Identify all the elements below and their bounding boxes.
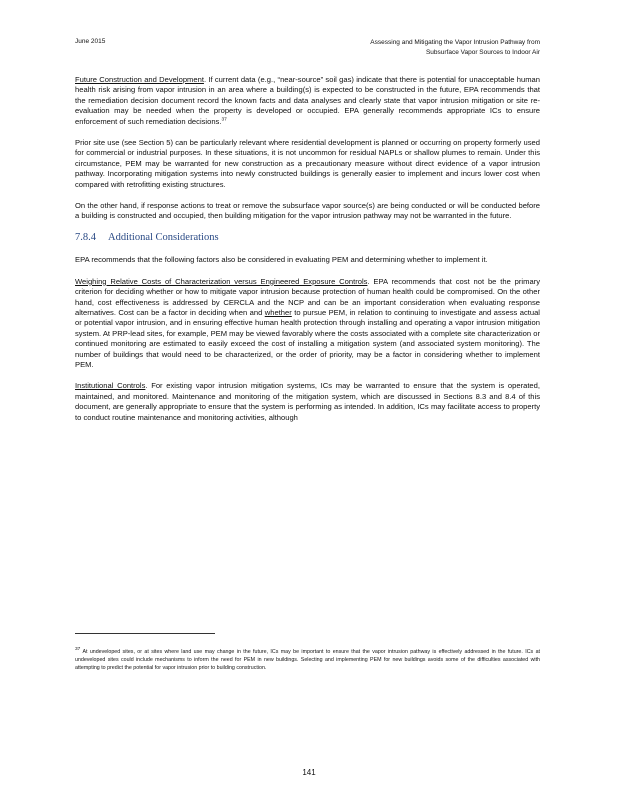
paragraph-text: . EPA recommends that cost not be the primary criterion for deciding whether or how to mitigate vapor intrusion because protection of human health could be compromised. On the other hand, cost effectiveness is addressed by CERCLA and the NCP and can be an important consideration when evaluating response alternatives. Cost can be a factor in deciding when and — [75, 276, 540, 317]
header-title — [280, 38, 540, 58]
paragraph-text: . For existing vapor intrusion mitigation systems, ICs may be warranted to ensure that the system is operated, maintained, and monitored. Maintenance and monitoring of the mitigation system, which are discussed in Sections 8.3 and 8.4 of this document, are generally appropriate to ensure that the system is performing as intended. In addition, ICs may facilitate access to property to conduct routine maintenance and monitoring activities, although — [75, 381, 540, 422]
paragraph-other-hand: On the other hand, if response actions to treat or remove the subsurface vapor source(s) are being conducted or will be conducted before a building is constructed and occupied, then building mitigation for the vapor intrusion pathway may not be warranted in the future. — [75, 201, 540, 221]
paragraph-lead: Future Construction and Development — [75, 75, 204, 84]
footnote-reference: 37 — [221, 117, 227, 123]
page-number: 141 — [302, 768, 316, 777]
section-number: 7.8.4 — [75, 231, 96, 243]
paragraph-recommends: EPA recommends that the following factors also be considered in evaluating PEM and determining whether to implement it. — [75, 255, 488, 265]
header-title-line1: Assessing and Mitigating the Vapor Intrusion Pathway from — [370, 39, 540, 46]
underlined-word: whether — [264, 307, 292, 317]
paragraph-lead: Weighing Relative Costs of Characterization versus Engineered Exposure Controls — [75, 276, 368, 286]
paragraph-future-construction — [75, 75, 540, 127]
footnote-divider — [75, 633, 215, 634]
body-text — [75, 75, 540, 434]
footnote-text: At undeveloped sites, or at sites where land use may change in the future, ICs may be important to ensure that the vapor intrusion pathway is effectively addressed in the future. ICs at undeveloped sites could include mechanisms to inform the need for PEM in new buildings. Selecting and implementing PEM for new buildings avoids some of the difficulties associated with attempting to predict the potential for vapor intrusion prior to building construction. — [75, 649, 540, 672]
header-date: June 2015 — [75, 38, 106, 45]
header-title-line2: Subsurface Vapor Sources to Indoor Air — [425, 49, 540, 56]
paragraph-institutional-controls — [75, 381, 540, 423]
section-heading — [75, 233, 540, 243]
section-title: Additional Considerations — [108, 231, 219, 243]
footnote-number: 37 — [75, 647, 81, 653]
paragraph-text: to pursue PEM, in relation to continuing to investigate and assess actual or potential vapor intrusion, and in ensuring effective human health protection through installing and operating a vapor intrusion mitigation system. At PRP-lead sites, for example, PEM may be viewed favorably where the costs associated with a complete site characterization or continued monitoring are estimated to easily exceed the cost of installing a mitigation system (and associated system monitoring). The number of buildings that would need to be characterized, or the order of priority, may be a factor in considering whether to implement PEM. — [75, 307, 540, 369]
paragraph-weighing-costs — [75, 277, 540, 371]
footnote — [75, 648, 540, 673]
paragraph-prior-site-use: Prior site use (see Section 5) can be particularly relevant where residential development is planned or occurring on property formerly used for commercial or industrial purposes. In these situations, it is not uncommon for residual NAPLs or shallow plumes to remain. Under this circumstance, PEM may be warranted for new construction as a precautionary measure without direct evidence of a vapor intrusion pathway. Incorporating mitigation systems into newly constructed buildings is generally easier to implement and incurs lower cost when compared with retrofitting existing structures. — [75, 138, 540, 189]
paragraph-lead: Institutional Controls — [75, 381, 146, 391]
paragraph-text: . If current data (e.g., “near-source” soil gas) indicate that there is potential for unacceptable human health risk arising from vapor intrusion in an area where a building(s) is expected to be constructed in the future, EPA recommends that the remediation decision document record the known facts and data analyses and clearly state that vapor intrusion mitigation or site re-evaluation may be needed when the property is developed or occupied. EPA generally recommends appropriate ICs to ensure enforcement of such remediation decisions. — [75, 75, 540, 126]
